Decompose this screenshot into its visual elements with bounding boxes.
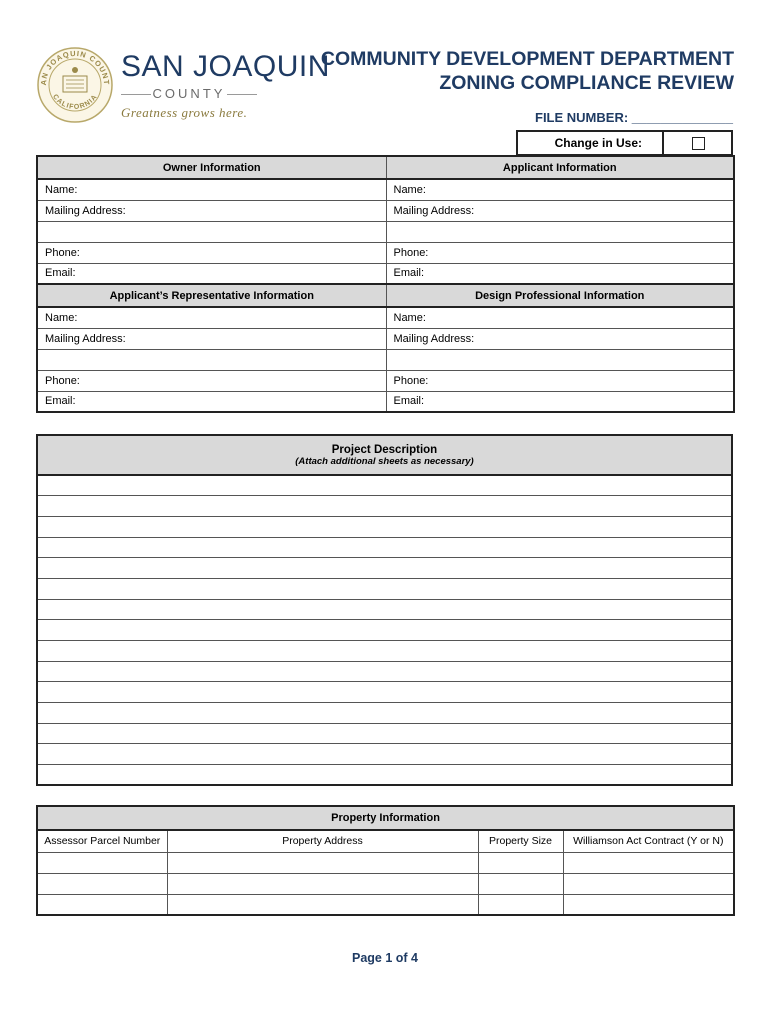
parcel-number-input[interactable] xyxy=(37,852,167,873)
project-description-line[interactable] xyxy=(37,703,732,724)
property-size-input[interactable] xyxy=(478,894,563,915)
representative-info-header: Applicant’s Representative Information xyxy=(37,284,386,307)
applicant-info-header: Applicant Information xyxy=(386,156,734,179)
owner-phone-field[interactable]: Phone: xyxy=(37,242,386,263)
project-description-line[interactable] xyxy=(37,578,732,599)
form-title: ZONING COMPLIANCE REVIEW xyxy=(439,72,734,94)
project-description-line[interactable] xyxy=(37,475,732,496)
owner-mailing-line2[interactable] xyxy=(37,221,386,242)
williamson-act-input[interactable] xyxy=(563,852,734,873)
design-name-field[interactable]: Name: xyxy=(386,307,734,328)
project-description-line[interactable] xyxy=(37,516,732,537)
brand-divider-right xyxy=(227,94,257,95)
project-description-line[interactable] xyxy=(37,765,732,786)
change-in-use-label: Change in Use: xyxy=(554,136,642,150)
project-description-table xyxy=(36,434,733,786)
project-description-line[interactable] xyxy=(37,558,732,579)
file-number-field[interactable]: FILE NUMBER: ______________ xyxy=(535,110,733,125)
project-description-title: Project Description xyxy=(331,443,438,456)
property-size-input[interactable] xyxy=(478,873,563,894)
project-description-note: (Attach additional sheets as necessary) xyxy=(295,455,474,467)
contact-information-table xyxy=(36,155,735,413)
rep-mailing-field[interactable]: Mailing Address: xyxy=(37,328,386,349)
col-header-address: Property Address xyxy=(167,830,478,852)
project-description-header xyxy=(37,435,732,475)
owner-info-header: Owner Information xyxy=(37,156,386,179)
applicant-mailing-line2[interactable] xyxy=(386,221,734,242)
parcel-number-input[interactable] xyxy=(37,873,167,894)
project-description-line[interactable] xyxy=(37,599,732,620)
department-title: COMMUNITY DEVELOPMENT DEPARTMENT xyxy=(320,48,734,70)
owner-mailing-field[interactable]: Mailing Address: xyxy=(37,200,386,221)
project-description-line[interactable] xyxy=(37,537,732,558)
property-information-table xyxy=(36,805,735,916)
rep-mailing-line2[interactable] xyxy=(37,349,386,370)
project-description-line[interactable] xyxy=(37,744,732,765)
brand-name: SAN JOAQUIN xyxy=(121,50,330,83)
county-seal-logo xyxy=(36,46,114,124)
design-professional-header: Design Professional Information xyxy=(386,284,734,307)
owner-email-field[interactable]: Email: xyxy=(37,263,386,284)
change-in-use-divider xyxy=(662,130,664,156)
col-header-parcel: Assessor Parcel Number xyxy=(37,830,167,852)
design-mailing-line2[interactable] xyxy=(386,349,734,370)
williamson-act-input[interactable] xyxy=(563,873,734,894)
project-description-line[interactable] xyxy=(37,496,732,517)
property-address-input[interactable] xyxy=(167,852,478,873)
project-description-line[interactable] xyxy=(37,723,732,744)
change-in-use-checkbox[interactable] xyxy=(692,137,705,150)
project-description-line[interactable] xyxy=(37,661,732,682)
design-email-field[interactable]: Email: xyxy=(386,391,734,412)
rep-phone-field[interactable]: Phone: xyxy=(37,370,386,391)
seal-text-bottom: CALIFORNIA xyxy=(51,93,99,112)
applicant-email-field[interactable]: Email: xyxy=(386,263,734,284)
project-description-line[interactable] xyxy=(37,641,732,662)
brand-tagline: Greatness grows here. xyxy=(121,105,248,120)
applicant-mailing-field[interactable]: Mailing Address: xyxy=(386,200,734,221)
page-number: Page 1 of 4 xyxy=(352,951,418,965)
rep-email-field[interactable]: Email: xyxy=(37,391,386,412)
col-header-size: Property Size xyxy=(478,830,563,852)
col-header-williamson: Williamson Act Contract (Y or N) xyxy=(563,830,734,852)
owner-name-field[interactable]: Name: xyxy=(37,179,386,200)
applicant-name-field[interactable]: Name: xyxy=(386,179,734,200)
property-info-header: Property Information xyxy=(37,806,734,830)
seal-text-top: AN JOAQUIN COUNT xyxy=(38,48,112,86)
rep-name-field[interactable]: Name: xyxy=(37,307,386,328)
williamson-act-input[interactable] xyxy=(563,894,734,915)
parcel-number-input[interactable] xyxy=(37,894,167,915)
design-mailing-field[interactable]: Mailing Address: xyxy=(386,328,734,349)
design-phone-field[interactable]: Phone: xyxy=(386,370,734,391)
project-description-line[interactable] xyxy=(37,620,732,641)
brand-county: COUNTY xyxy=(152,86,226,101)
property-address-input[interactable] xyxy=(167,873,478,894)
property-size-input[interactable] xyxy=(478,852,563,873)
project-description-line[interactable] xyxy=(37,682,732,703)
applicant-phone-field[interactable]: Phone: xyxy=(386,242,734,263)
property-address-input[interactable] xyxy=(167,894,478,915)
